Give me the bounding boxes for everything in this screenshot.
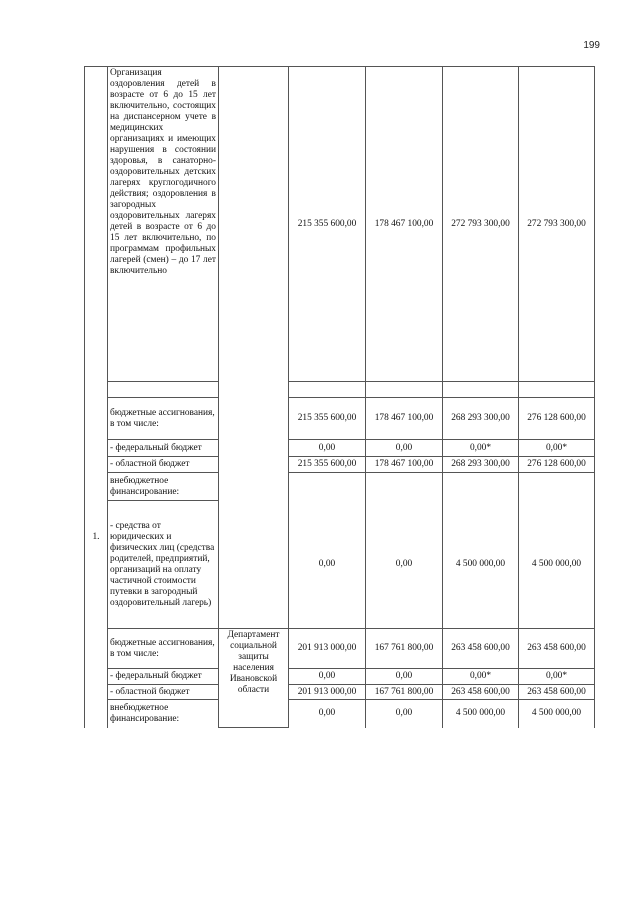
cell-value: 276 128 600,00 [519,398,595,440]
cell-value: 272 793 300,00 [443,67,519,382]
row-label: внебюджетное финансирование: [108,700,219,728]
budget-table [84,66,595,728]
cell-value: 0,00 [366,501,443,629]
table-row [85,700,595,728]
responsible-empty-cell [219,67,289,629]
cell-value: 268 293 300,00 [443,398,519,440]
row-index: 1. [85,67,108,629]
page-number: 199 [583,40,600,51]
empty-cell [366,473,443,501]
cell-value: 178 467 100,00 [366,67,443,382]
cell-value: 0,00 [366,440,443,457]
cell-value: 0,00 [289,440,366,457]
cell-value: 178 467 100,00 [366,457,443,473]
row-index-empty [85,629,108,728]
row-label: - федеральный бюджет [108,440,219,457]
cell-value: 201 913 000,00 [289,685,366,700]
cell-value: 0,00 [366,669,443,685]
empty-cell [519,473,595,501]
empty-cell [108,382,219,398]
cell-value: 0,00* [443,440,519,457]
table-row [85,382,595,398]
row-label: бюджетные ассигнования, в том числе: [108,629,219,669]
empty-cell [289,382,366,398]
row-label: бюджетные ассигнования, в том числе: [108,398,219,440]
empty-cell [289,473,366,501]
row-label: - средства от юридических и физических лиц (средства родителей, предприятий, организаций на оплату частичной стоимости путевки в загородный оздоровительный лагерь) [108,501,219,629]
cell-value: 201 913 000,00 [289,629,366,669]
cell-value: 0,00 [366,700,443,728]
cell-value: 0,00* [519,440,595,457]
cell-value: 0,00 [289,501,366,629]
cell-value: 215 355 600,00 [289,67,366,382]
table-row [85,669,595,685]
cell-value: 263 458 600,00 [443,685,519,700]
cell-value: 167 761 800,00 [366,685,443,700]
cell-value: 268 293 300,00 [443,457,519,473]
row-label: - областной бюджет [108,685,219,700]
table-row [85,473,595,501]
department-name: Департамент социальной защиты населения Ивановской области [219,629,289,728]
cell-value: 0,00 [289,700,366,728]
program-description: Организация оздоровления детей в возрасте от 6 до 15 лет включительно, состоящих на диспансерном учете в медицинских организациях и имеющих нарушения в состоянии здоровья, в санаторно-оздоровительных детских лагерях круглогодичного действия; оздоровления в загородных оздоровительных лагерях детей в возрасте от 6 до 15 лет включительно, по программам профильных лагерей (смен) – до 17 лет включительно [108,67,219,382]
cell-value: 4 500 000,00 [443,501,519,629]
table-row [85,629,595,669]
cell-value: 0,00* [443,669,519,685]
cell-value: 263 458 600,00 [519,629,595,669]
row-label: - областной бюджет [108,457,219,473]
cell-value: 0,00* [519,669,595,685]
cell-value: 167 761 800,00 [366,629,443,669]
cell-value: 4 500 000,00 [519,700,595,728]
table-row [85,685,595,700]
empty-cell [443,473,519,501]
cell-value: 276 128 600,00 [519,457,595,473]
empty-cell [443,382,519,398]
cell-value: 178 467 100,00 [366,398,443,440]
cell-value: 4 500 000,00 [443,700,519,728]
cell-value: 263 458 600,00 [443,629,519,669]
cell-value: 272 793 300,00 [519,67,595,382]
cell-value: 215 355 600,00 [289,398,366,440]
row-label: внебюджетное финансирование: [108,473,219,501]
row-label: - федеральный бюджет [108,669,219,685]
empty-cell [519,382,595,398]
cell-value: 4 500 000,00 [519,501,595,629]
empty-cell [366,382,443,398]
table-row [85,501,595,629]
table-row [85,457,595,473]
table-row [85,398,595,440]
table-row [85,67,595,382]
cell-value: 0,00 [289,669,366,685]
cell-value: 215 355 600,00 [289,457,366,473]
cell-value: 263 458 600,00 [519,685,595,700]
table-row [85,440,595,457]
